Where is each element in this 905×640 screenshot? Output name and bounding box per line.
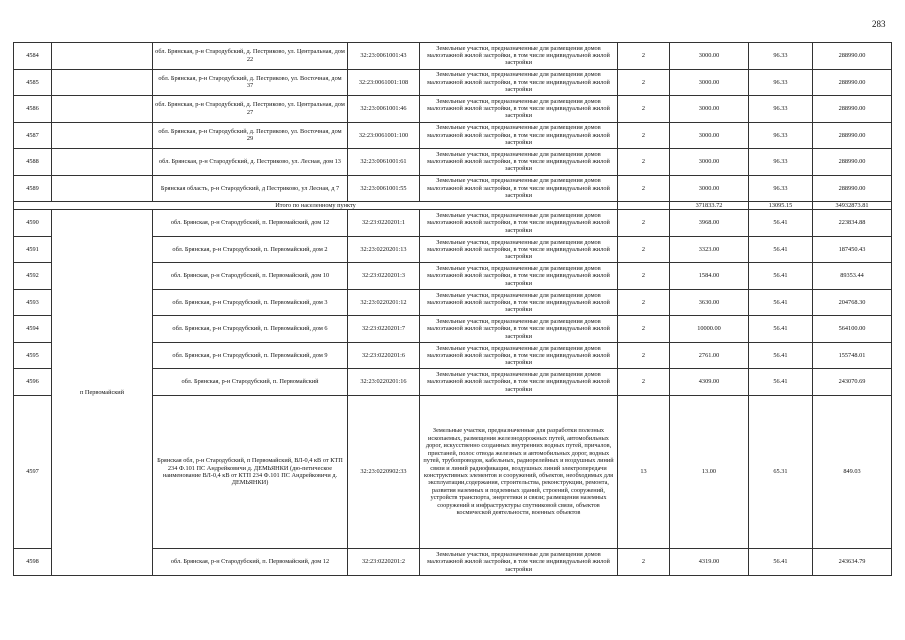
- cadastral-value: 223834.88: [813, 210, 892, 237]
- row-number: 4584: [14, 43, 52, 70]
- cadastral-number: 32:23:0061001:61: [348, 149, 420, 176]
- address-cell: Брянская область, р-н Стародубский, д Пестриково, ул Лесная, д 7: [153, 175, 348, 202]
- category-code: 2: [618, 548, 670, 575]
- specific-value: 96.33: [749, 69, 813, 96]
- address-cell: обл. Брянская, р-н Стародубский, п. Первомайский, дом 3: [153, 289, 348, 316]
- category-code: 2: [618, 342, 670, 369]
- area-value: 3000.00: [670, 96, 749, 123]
- specific-value: 56.41: [749, 289, 813, 316]
- table-body: [14, 43, 892, 576]
- row-number: 4594: [14, 316, 52, 343]
- permitted-use: Земельные участки, предназначенные для размещения домов малоэтажной жилой застройки, в том числе индивидуальной жилой застройки: [420, 236, 618, 263]
- total-label: Итого по населенному пункту: [14, 202, 618, 210]
- category-code: 2: [618, 96, 670, 123]
- cadastral-number: 32:23:0061001:43: [348, 43, 420, 70]
- permitted-use: Земельные участки, предназначенные для размещения домов малоэтажной жилой застройки, в том числе индивидуальной жилой застройки: [420, 316, 618, 343]
- specific-value: 56.41: [749, 210, 813, 237]
- cadastral-value-table: [13, 42, 892, 576]
- settlement-cell: [52, 122, 153, 149]
- permitted-use: Земельные участки, предназначенные для разработки полезных ископаемых, размещения железнодорожных путей, автомобильных дорог, искусственно созданных внутренних водных путей, причалов, пристаней, полос отвода железных и автомобильных дорог, водных путей, трубопроводов, кабельных, радиорелейных и воздушных линий связи и линий радиофикации, воздушных линий электропередачи конструктивных элементов и сооружений, объектов, необходимых для эксплуатации,содержания, строительства, реконструкции, ремонта, развития наземных и подземных зданий, строений, сооружений, устройств транспорта, энергетики и связи; размещения наземных сооружений и инфраструктуры спутниковой связи, объектов космической деятельности, военных объектов: [420, 395, 618, 548]
- area-value: 3000.00: [670, 175, 749, 202]
- row-number: 4597: [14, 395, 52, 548]
- area-value: 3000.00: [670, 122, 749, 149]
- address-cell: обл. Брянская, р-н Стародубский, п. Первомайский, дом 10: [153, 263, 348, 290]
- address-cell: обл. Брянская, р-н Стародубский, д. Пестриково, ул. Центральная, дом 27: [153, 96, 348, 123]
- row-number: 4585: [14, 69, 52, 96]
- row-number: 4586: [14, 96, 52, 123]
- category-code: 13: [618, 395, 670, 548]
- total-rate: 13095.15: [749, 202, 813, 210]
- specific-value: 56.41: [749, 263, 813, 290]
- cadastral-value: 155748.01: [813, 342, 892, 369]
- total-category-cell: [618, 202, 670, 210]
- cadastral-number: 32:23:0220201:16: [348, 369, 420, 396]
- specific-value: 96.33: [749, 43, 813, 70]
- cadastral-value: 204768.30: [813, 289, 892, 316]
- area-value: 4309.00: [670, 369, 749, 396]
- table-row: [14, 43, 892, 70]
- area-value: 1584.00: [670, 263, 749, 290]
- permitted-use: Земельные участки, предназначенные для размещения домов малоэтажной жилой застройки, в том числе индивидуальной жилой застройки: [420, 43, 618, 70]
- cadastral-value: 288990.00: [813, 149, 892, 176]
- specific-value: 56.41: [749, 369, 813, 396]
- category-code: 2: [618, 43, 670, 70]
- address-cell: обл. Брянская, р-н Стародубский, п. Первомайский, дом 12: [153, 210, 348, 237]
- category-code: 2: [618, 149, 670, 176]
- category-code: 2: [618, 69, 670, 96]
- table-row: [14, 149, 892, 176]
- area-value: 3000.00: [670, 69, 749, 96]
- permitted-use: Земельные участки, предназначенные для размещения домов малоэтажной жилой застройки, в том числе индивидуальной жилой застройки: [420, 289, 618, 316]
- category-code: 2: [618, 263, 670, 290]
- settlement-cell: [52, 149, 153, 176]
- permitted-use: Земельные участки, предназначенные для размещения домов малоэтажной жилой застройки, в том числе индивидуальной жилой застройки: [420, 149, 618, 176]
- area-value: 3630.00: [670, 289, 749, 316]
- specific-value: 56.41: [749, 342, 813, 369]
- specific-value: 96.33: [749, 122, 813, 149]
- cadastral-number: 32:23:0220201:13: [348, 236, 420, 263]
- settlement-cell: [52, 43, 153, 70]
- cadastral-value: 288990.00: [813, 122, 892, 149]
- area-value: 3000.00: [670, 43, 749, 70]
- area-value: 3323.00: [670, 236, 749, 263]
- cadastral-value: 243070.69: [813, 369, 892, 396]
- address-cell: обл. Брянская, р-н Стародубский, п. Первомайский, дом 6: [153, 316, 348, 343]
- address-cell: обл. Брянская, р-н Стародубский, д. Пестриково, ул. Центральная, дом 22: [153, 43, 348, 70]
- row-number: 4592: [14, 263, 52, 290]
- cadastral-value: 288990.00: [813, 43, 892, 70]
- cadastral-value: 288990.00: [813, 96, 892, 123]
- settlement-cell: [52, 96, 153, 123]
- permitted-use: Земельные участки, предназначенные для размещения домов малоэтажной жилой застройки, в том числе индивидуальной жилой застройки: [420, 263, 618, 290]
- settlement-cell: [52, 69, 153, 96]
- cadastral-value: 564100.00: [813, 316, 892, 343]
- address-cell: обл. Брянская, р-н Стародубский, п. Первомайский, дом 2: [153, 236, 348, 263]
- cadastral-value: 187450.43: [813, 236, 892, 263]
- table-row: [14, 175, 892, 202]
- permitted-use: Земельные участки, предназначенные для размещения домов малоэтажной жилой застройки, в том числе индивидуальной жилой застройки: [420, 369, 618, 396]
- cadastral-number: 32:23:0220902:33: [348, 395, 420, 548]
- specific-value: 56.41: [749, 548, 813, 575]
- permitted-use: Земельные участки, предназначенные для размещения домов малоэтажной жилой застройки, в том числе индивидуальной жилой застройки: [420, 342, 618, 369]
- permitted-use: Земельные участки, предназначенные для размещения домов малоэтажной жилой застройки, в том числе индивидуальной жилой застройки: [420, 175, 618, 202]
- area-value: 2761.00: [670, 342, 749, 369]
- row-number: 4587: [14, 122, 52, 149]
- row-number: 4590: [14, 210, 52, 237]
- cadastral-number: 32:23:0220201:3: [348, 263, 420, 290]
- permitted-use: Земельные участки, предназначенные для размещения домов малоэтажной жилой застройки, в том числе индивидуальной жилой застройки: [420, 69, 618, 96]
- table-row: [14, 122, 892, 149]
- cadastral-number: 32:23:0061001:55: [348, 175, 420, 202]
- category-code: 2: [618, 369, 670, 396]
- category-code: 2: [618, 289, 670, 316]
- address-cell: обл. Брянская, р-н Стародубский, п. Первомайский, дом 9: [153, 342, 348, 369]
- row-number: 4593: [14, 289, 52, 316]
- cadastral-number: 32:23:0220201:12: [348, 289, 420, 316]
- category-code: 2: [618, 316, 670, 343]
- cadastral-number: 32:23:0220201:1: [348, 210, 420, 237]
- cadastral-number: 32:23:0061001:108: [348, 69, 420, 96]
- category-code: 2: [618, 210, 670, 237]
- page-number: 283: [872, 19, 886, 29]
- address-cell: обл. Брянская, р-н Стародубский, д. Пестриково, ул. Восточная, дом 29: [153, 122, 348, 149]
- total-area: 371833.72: [670, 202, 749, 210]
- row-number: 4588: [14, 149, 52, 176]
- specific-value: 56.41: [749, 236, 813, 263]
- row-number: 4598: [14, 548, 52, 575]
- permitted-use: Земельные участки, предназначенные для размещения домов малоэтажной жилой застройки, в том числе индивидуальной жилой застройки: [420, 548, 618, 575]
- cadastral-value: 288990.00: [813, 175, 892, 202]
- settlement-total-row: [14, 202, 892, 210]
- permitted-use: Земельные участки, предназначенные для размещения домов малоэтажной жилой застройки, в том числе индивидуальной жилой застройки: [420, 122, 618, 149]
- area-value: 4319.00: [670, 548, 749, 575]
- settlement-name: п Первомайский: [52, 210, 153, 576]
- area-value: 3000.00: [670, 149, 749, 176]
- settlement-cell: [52, 175, 153, 202]
- address-cell: обл. Брянская, р-н Стародубский, д. Пестриково, ул. Лесная, дом 13: [153, 149, 348, 176]
- specific-value: 56.41: [749, 316, 813, 343]
- area-value: 13.00: [670, 395, 749, 548]
- address-cell: обл. Брянская, р-н Стародубский, п. Первомайский: [153, 369, 348, 396]
- category-code: 2: [618, 175, 670, 202]
- row-number: 4596: [14, 369, 52, 396]
- address-cell: обл. Брянская, р-н Стародубский, п. Первомайский, дом 12: [153, 548, 348, 575]
- specific-value: 65.31: [749, 395, 813, 548]
- table-row: [14, 69, 892, 96]
- row-number: 4595: [14, 342, 52, 369]
- area-value: 10000.00: [670, 316, 749, 343]
- specific-value: 96.33: [749, 149, 813, 176]
- specific-value: 96.33: [749, 175, 813, 202]
- cadastral-number: 32:23:0220201:2: [348, 548, 420, 575]
- cadastral-number: 32:23:0220201:7: [348, 316, 420, 343]
- row-number: 4589: [14, 175, 52, 202]
- total-value: 34932873.81: [813, 202, 892, 210]
- cadastral-number: 32:23:0061001:46: [348, 96, 420, 123]
- specific-value: 96.33: [749, 96, 813, 123]
- row-number: 4591: [14, 236, 52, 263]
- cadastral-value: 243634.79: [813, 548, 892, 575]
- permitted-use: Земельные участки, предназначенные для размещения домов малоэтажной жилой застройки, в том числе индивидуальной жилой застройки: [420, 96, 618, 123]
- cadastral-number: 32:23:0220201:6: [348, 342, 420, 369]
- cadastral-value: 89353.44: [813, 263, 892, 290]
- address-cell: обл. Брянская, р-н Стародубский, д. Пестриково, ул. Восточная, дом 37: [153, 69, 348, 96]
- address-cell: Брянская обл, р-н Стародубский, п Первомайский, ВЛ-0,4 кВ от КТП 234 Ф.101 ПС Андрейковичи д. ДЕМЬЯНКИ (дю-петическое наименование ВЛ-0,4 кВ от КТП 234 Ф.101 ПС Андрейковичи д. ДЕМЬЯНКИ): [153, 395, 348, 548]
- permitted-use: Земельные участки, предназначенные для размещения домов малоэтажной жилой застройки, в том числе индивидуальной жилой застройки: [420, 210, 618, 237]
- category-code: 2: [618, 122, 670, 149]
- table-row: [14, 96, 892, 123]
- cadastral-value: 288990.00: [813, 69, 892, 96]
- cadastral-value: 849.03: [813, 395, 892, 548]
- table-row: [14, 210, 892, 237]
- category-code: 2: [618, 236, 670, 263]
- cadastral-number: 32:23:0061001:100: [348, 122, 420, 149]
- area-value: 3968.00: [670, 210, 749, 237]
